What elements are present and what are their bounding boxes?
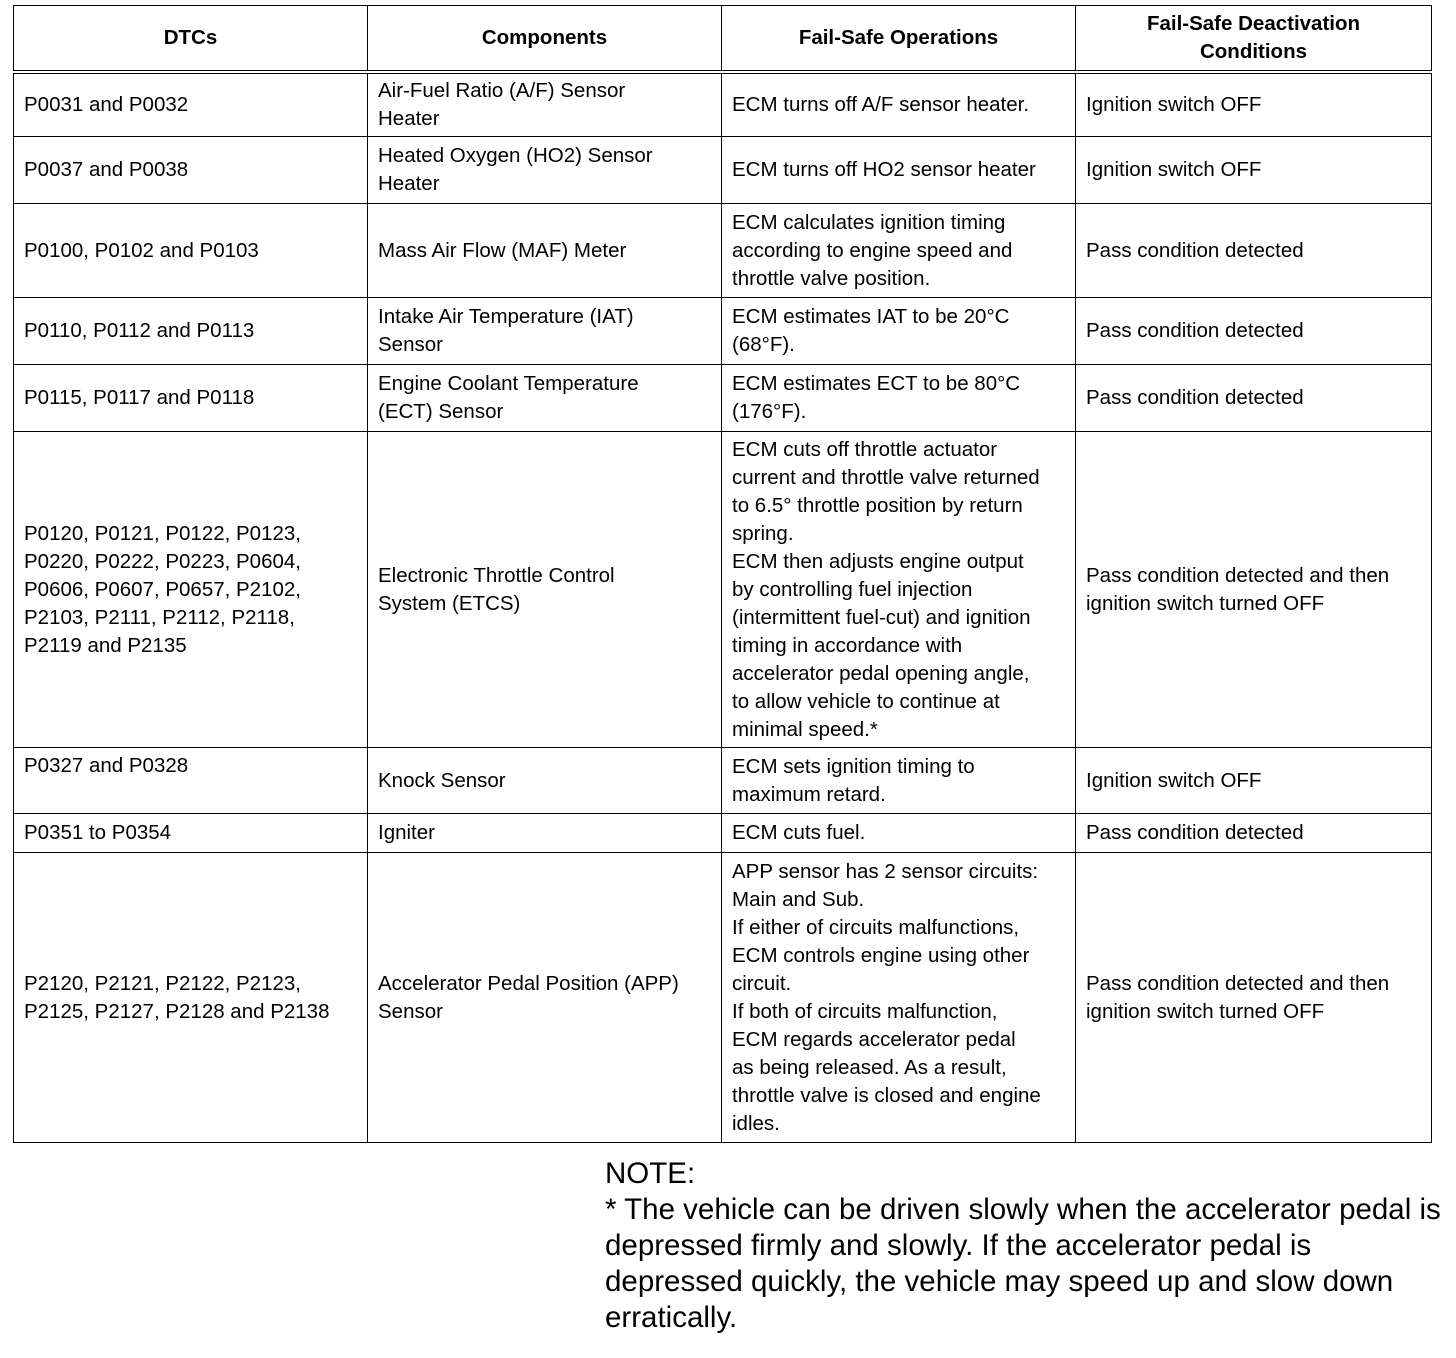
operation-cell: ECM estimates IAT to be 20°C (68°F).	[722, 298, 1076, 365]
deactivation-cell: Ignition switch OFF	[1076, 748, 1432, 814]
dtc-cell: P0110, P0112 and P0113	[14, 298, 368, 365]
operation-cell: APP sensor has 2 sensor circuits: Main and Sub. If either of circuits malfunctions, ECM controls engine using other circuit. If both of circuits malfunction, ECM regards accelerator pedal as being released. As a result, throttle valve is closed and engine idles.	[722, 853, 1076, 1143]
component-cell: Electronic Throttle Control System (ETCS)	[368, 432, 722, 748]
deactivation-cell: Ignition switch OFF	[1076, 137, 1432, 204]
dtc-cell: P0031 and P0032	[14, 72, 368, 137]
table-row	[14, 853, 1432, 1143]
note-title: NOTE:	[605, 1157, 696, 1190]
dtc-cell: P2120, P2121, P2122, P2123, P2125, P2127, P2128 and P2138	[14, 853, 368, 1143]
footnote	[605, 1156, 1445, 1336]
operation-cell: ECM cuts fuel.	[722, 814, 1076, 853]
component-cell: Knock Sensor	[368, 748, 722, 814]
table-row	[14, 814, 1432, 853]
header-components: Components	[368, 6, 722, 72]
operation-cell: ECM cuts off throttle actuator current and throttle valve returned to 6.5° throttle position by return spring. ECM then adjusts engine output by controlling fuel injection (intermittent fuel-cut) and ignition timing in accordance with accelerator pedal opening angle, to allow vehicle to continue at minimal speed.*	[722, 432, 1076, 748]
table-row	[14, 298, 1432, 365]
header-row	[14, 6, 1432, 72]
header-dtcs: DTCs	[14, 6, 368, 72]
operation-cell: ECM calculates ignition timing according to engine speed and throttle valve position.	[722, 204, 1076, 298]
deactivation-cell: Pass condition detected and then ignition switch turned OFF	[1076, 853, 1432, 1143]
deactivation-cell: Pass condition detected	[1076, 204, 1432, 298]
operation-cell: ECM turns off HO2 sensor heater	[722, 137, 1076, 204]
header-deactivation: Fail-Safe Deactivation Conditions	[1076, 6, 1432, 72]
note-text: * The vehicle can be driven slowly when the accelerator pedal is depressed firmly and slowly. If the accelerator pedal is depressed quickly, the vehicle may speed up and slow down erratically.	[605, 1193, 1441, 1334]
component-cell: Heated Oxygen (HO2) Sensor Heater	[368, 137, 722, 204]
dtc-cell: P0351 to P0354	[14, 814, 368, 853]
component-cell: Engine Coolant Temperature (ECT) Sensor	[368, 365, 722, 432]
table-row	[14, 72, 1432, 137]
dtc-cell: P0100, P0102 and P0103	[14, 204, 368, 298]
component-cell: Igniter	[368, 814, 722, 853]
dtc-cell: P0037 and P0038	[14, 137, 368, 204]
operation-cell: ECM estimates ECT to be 80°C (176°F).	[722, 365, 1076, 432]
fail-safe-table	[13, 5, 1432, 1143]
component-cell: Accelerator Pedal Position (APP) Sensor	[368, 853, 722, 1143]
component-cell: Intake Air Temperature (IAT) Sensor	[368, 298, 722, 365]
component-cell: Air-Fuel Ratio (A/F) Sensor Heater	[368, 72, 722, 137]
dtc-cell: P0120, P0121, P0122, P0123, P0220, P0222, P0223, P0604, P0606, P0607, P0657, P2102, P2103, P2111, P2112, P2118, P2119 and P2135	[14, 432, 368, 748]
operation-cell: ECM turns off A/F sensor heater.	[722, 72, 1076, 137]
deactivation-cell: Ignition switch OFF	[1076, 72, 1432, 137]
table-row	[14, 748, 1432, 814]
operation-cell: ECM sets ignition timing to maximum retard.	[722, 748, 1076, 814]
table-row	[14, 365, 1432, 432]
table-row	[14, 137, 1432, 204]
component-cell: Mass Air Flow (MAF) Meter	[368, 204, 722, 298]
deactivation-cell: Pass condition detected	[1076, 365, 1432, 432]
deactivation-cell: Pass condition detected	[1076, 814, 1432, 853]
deactivation-cell: Pass condition detected and then ignition switch turned OFF	[1076, 432, 1432, 748]
deactivation-cell: Pass condition detected	[1076, 298, 1432, 365]
table-row	[14, 432, 1432, 748]
table-row	[14, 204, 1432, 298]
dtc-cell: P0327 and P0328	[14, 748, 368, 814]
dtc-cell: P0115, P0117 and P0118	[14, 365, 368, 432]
header-operations: Fail-Safe Operations	[722, 6, 1076, 72]
